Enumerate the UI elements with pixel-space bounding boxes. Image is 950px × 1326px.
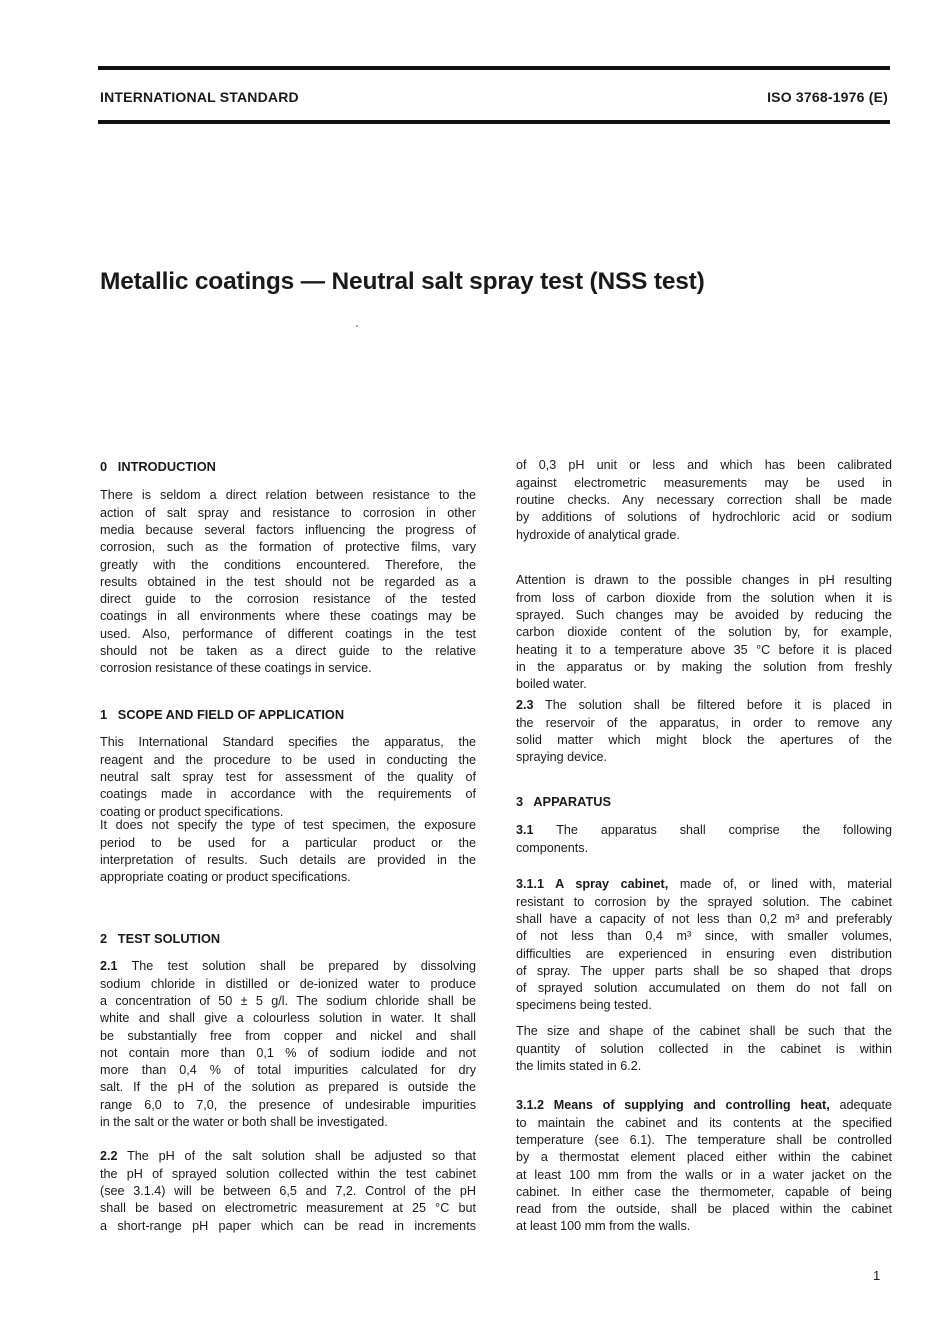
text-line: corrosion, such as the formation of protective films, vary: [100, 540, 476, 555]
text-line-content: The pH of the salt solution shall be adjusted so that: [117, 1149, 476, 1164]
paragraph: [516, 1023, 892, 1075]
text-line: resistant to corrosion by the sprayed solution. The cabinet: [516, 894, 892, 909]
text-line: a concentration of 50 ± 5 g/l. The sodium chloride shall be: [100, 993, 476, 1008]
text-line: corrosion resistance of these coatings in service.: [100, 661, 372, 676]
text-line: components.: [516, 840, 589, 855]
text-line: should not be taken as a direct guide to the relative: [100, 644, 476, 659]
text-line: heating it to a temperature above 35 °C before it is placed: [516, 642, 892, 657]
text-line: Attention is drawn to the possible changes in pH resulting: [516, 573, 892, 588]
text-line: sprayed. Such changes may be avoided by reducing the: [516, 607, 892, 622]
paragraph: [100, 734, 476, 820]
clause-number: 3.1.1 A spray cabinet,: [516, 877, 669, 892]
text-line-content: made of, or lined with, material: [668, 877, 892, 892]
text-line: The size and shape of the cabinet shall be such that the: [516, 1024, 892, 1039]
text-line: of not less than 0,4 m³ since, with smaller volumes,: [516, 929, 892, 944]
text-line: a short-range pH paper which can be read in increments: [100, 1218, 476, 1233]
text-line: be substantially free from copper and nickel and shall: [100, 1028, 476, 1043]
paragraph: [100, 958, 476, 1131]
text-line: coatings made in accordance with the requirements of: [100, 787, 476, 802]
text-line: white and shall give a colourless solution in water. It shall: [100, 1011, 476, 1026]
section-heading: 3 APPARATUS: [516, 794, 612, 810]
header-standard-number: ISO 3768-1976 (E): [767, 89, 888, 105]
paragraph: [516, 1097, 892, 1235]
text-line: at least 100 mm from the walls or in a water jacket on the: [516, 1167, 892, 1182]
section-heading: 2 TEST SOLUTION: [100, 931, 221, 947]
text-line: not contain more than 0,1 % of sodium iodide and not: [100, 1045, 476, 1060]
page-number: 1: [873, 1268, 881, 1283]
document-title: Metallic coatings — Neutral salt spray test (NSS test): [100, 268, 705, 295]
text-line: by a thermostat element placed either within the cabinet: [516, 1150, 892, 1165]
text-line: boiled water.: [516, 677, 587, 692]
paragraph: [100, 487, 476, 677]
clause-number: 2.3: [516, 698, 534, 713]
text-line: in the apparatus or by making the solution from freshly: [516, 659, 892, 674]
text-line: direct guide to the corrosion resistance of the tested: [100, 592, 476, 607]
text-line: to maintain the cabinet and its contents at the specified: [516, 1115, 892, 1130]
text-line: more than 0,4 % of total impurities calculated for dry: [100, 1063, 476, 1078]
text-line: of sprayed solution accumulated on them do not fall on: [516, 981, 892, 996]
clause-number: 3.1: [516, 823, 534, 838]
text-line: It does not specify the type of test specimen, the exposure: [100, 818, 476, 833]
text-line: [516, 876, 892, 893]
text-line: coating or product specifications.: [100, 804, 284, 819]
text-line: against electrometric measurements may be used in: [516, 475, 892, 490]
text-line: shall be based on electrometric measurement at 25 °C but: [100, 1201, 476, 1216]
text-line: temperature (see 6.1). The temperature shall be controlled: [516, 1132, 892, 1147]
paragraph: [516, 697, 892, 766]
paragraph: [516, 457, 892, 543]
paragraph: [516, 572, 892, 693]
clause-number: 2.1: [100, 959, 118, 974]
text-line: [516, 1097, 892, 1114]
scan-speck: [356, 325, 358, 327]
paragraph: [516, 822, 892, 857]
paragraph: [100, 817, 476, 886]
text-line: by additions of solutions of hydrochloric acid or sodium: [516, 510, 892, 525]
text-line: results obtained in the test should not be regarded as a: [100, 574, 476, 589]
text-line: in the salt or the water or both shall be investigated.: [100, 1115, 388, 1130]
text-line: read from the outside, shall be placed within the cabinet: [516, 1202, 892, 1217]
text-line: used. Also, performance of different coatings in the test: [100, 626, 476, 641]
text-line: media because several factors influencing the progress of: [100, 522, 476, 537]
text-line: routine checks. Any necessary correction shall be made: [516, 492, 892, 507]
paragraph: [516, 876, 892, 1014]
top-rule: [98, 66, 890, 70]
text-line: action of salt spray and resistance to corrosion in other: [100, 505, 476, 520]
text-line-content: The apparatus shall comprise the following: [533, 823, 892, 838]
text-line: specimens being tested.: [516, 998, 652, 1013]
clause-number: 2.2: [100, 1149, 118, 1164]
text-line: the limits stated in 6.2.: [516, 1058, 642, 1073]
text-line: solid matter which might block the apertures of the: [516, 732, 892, 747]
text-line: at least 100 mm from the walls.: [516, 1219, 691, 1234]
text-line: [100, 1148, 476, 1165]
text-line: from loss of carbon dioxide from the solution when it is: [516, 590, 892, 605]
text-line-content: The test solution shall be prepared by dissolving: [117, 959, 476, 974]
text-line: interpretation of results. Such details are provided in the: [100, 852, 476, 867]
text-line: sodium chloride in distilled or de-ionized water to produce: [100, 976, 476, 991]
text-line: appropriate coating or product specifications.: [100, 870, 351, 885]
text-line: [516, 697, 892, 714]
text-line: difficulties are experienced in ensuring even distribution: [516, 946, 892, 961]
text-line: of 0,3 pH unit or less and which has been calibrated: [516, 458, 892, 473]
header-bottom-rule: [98, 120, 890, 124]
text-line: spraying device.: [516, 750, 608, 765]
text-line: quantity of solution collected in the cabinet is within: [516, 1041, 892, 1056]
text-line: cabinet. In either case the thermometer, capable of being: [516, 1184, 892, 1199]
paragraph: [100, 1148, 476, 1234]
text-line: period to be used for a particular product or the: [100, 835, 476, 850]
text-line-content: The solution shall be filtered before it is placed in: [533, 698, 892, 713]
text-line: hydroxide of analytical grade.: [516, 527, 680, 542]
clause-number: 3.1.2 Means of supplying and controlling heat,: [516, 1098, 830, 1113]
text-line: reagent and the procedure to be used in conducting the: [100, 752, 476, 767]
text-line-content: adequate: [829, 1098, 892, 1113]
section-heading: 0 INTRODUCTION: [100, 459, 216, 475]
section-heading: 1 SCOPE AND FIELD OF APPLICATION: [100, 707, 345, 723]
text-line: [100, 958, 476, 975]
text-line: [516, 822, 892, 839]
header-standard-type: INTERNATIONAL STANDARD: [100, 89, 299, 105]
text-line: coatings in all environments where these coatings may be: [100, 609, 476, 624]
text-line: salt. If the pH of the solution as prepared is outside the: [100, 1080, 476, 1095]
text-line: (see 3.1.4) will be between 6,5 and 7,2. Control of the pH: [100, 1183, 476, 1198]
text-line: shall have a capacity of not less than 0,2 m³ and preferably: [516, 911, 892, 926]
text-line: range 6,0 to 7,0, the presence of undesirable impurities: [100, 1097, 476, 1112]
text-line: neutral salt spray test for assessment of the quality of: [100, 769, 476, 784]
text-line: There is seldom a direct relation between resistance to the: [100, 488, 476, 503]
text-line: the reservoir of the apparatus, in order to remove any: [516, 715, 892, 730]
text-line: This International Standard specifies the apparatus, the: [100, 735, 476, 750]
text-line: the pH of sprayed solution collected within the test cabinet: [100, 1166, 476, 1181]
text-line: of spray. The upper parts shall be so shaped that drops: [516, 963, 892, 978]
text-line: greatly with the conditions encountered. Therefore, the: [100, 557, 476, 572]
text-line: carbon dioxide content of the solution by, for example,: [516, 625, 892, 640]
